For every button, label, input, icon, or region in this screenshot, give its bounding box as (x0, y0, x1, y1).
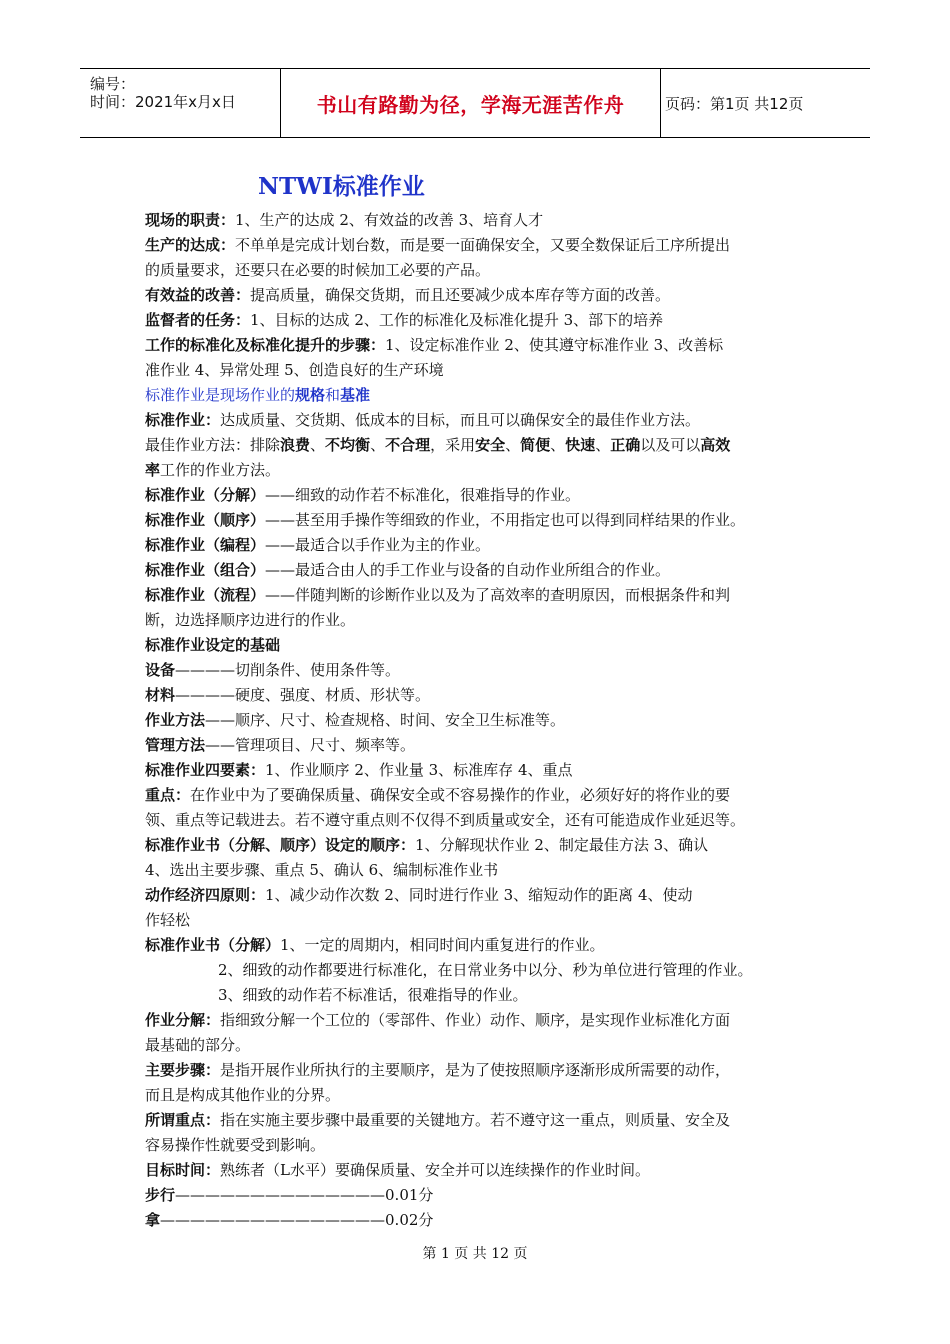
text-span: 4、选出主要步骤、重点 5、确认 6、编制标准作业书 (145, 861, 499, 879)
text-line (145, 1133, 815, 1158)
header-meta-cell (80, 69, 281, 137)
bold-term: 作业分解： (145, 1011, 221, 1029)
text-span: 达成质量、交货期、低成本的目标，而且可以确保安全的最佳作业方法。 (220, 411, 701, 429)
bold-term: 动作经济四原则： (145, 886, 266, 904)
text-line (145, 783, 815, 808)
text-line (145, 1058, 815, 1083)
bold-term: 标准作业： (145, 411, 221, 429)
text-line (145, 908, 815, 933)
text-span: 最佳作业方法：排除 (145, 436, 281, 454)
bold-term: 规格 (295, 386, 326, 404)
text-span: 容易操作性就要受到影响。 (145, 1136, 326, 1154)
text-span: 熟练者（L水平）要确保质量、安全并可以连续操作的作业时间。 (220, 1161, 650, 1179)
bold-term: 材料 (145, 686, 176, 704)
text-line (145, 583, 815, 608)
text-span: 1、一定的周期内，相同时间内重复进行的作业。 (280, 936, 605, 954)
bold-term: 率 (145, 461, 161, 479)
text-line (145, 1208, 815, 1233)
bold-term: 标准作业书（分解、顺序）设定的顺序： (145, 836, 416, 854)
text-line (145, 808, 815, 833)
text-line (145, 383, 815, 408)
text-line (145, 1108, 815, 1133)
text-span: ——顺序、尺寸、检查规格、时间、安全卫生标准等。 (205, 711, 566, 729)
text-span: ————切削条件、使用条件等。 (175, 661, 401, 679)
text-span: 1、目标的达成 2、工作的标准化及标准化提升 3、部下的培养 (250, 311, 664, 329)
text-span: 标准作业是现场作业的 (145, 386, 296, 404)
bold-term: 管理方法 (145, 736, 206, 754)
text-line (145, 683, 815, 708)
text-span: 的质量要求，还要只在必要的时候加工必要的产品。 (145, 261, 491, 279)
text-span: 领、重点等记载进去。若不遵守重点则不仅得不到质量或安全，还有可能造成作业延迟等。 (145, 811, 746, 829)
page-header (80, 68, 870, 138)
bold-term: 简便 (520, 436, 551, 454)
text-span: ———————————————0.02分 (160, 1211, 434, 1229)
text-span: 和 (325, 386, 341, 404)
bold-term: 快速 (565, 436, 596, 454)
bold-term: 正确 (610, 436, 641, 454)
text-line (145, 1158, 815, 1183)
text-line (145, 233, 815, 258)
text-span: 、 (595, 436, 611, 454)
bold-term: 所谓重点： (145, 1111, 221, 1129)
text-line (145, 608, 815, 633)
text-line (145, 1033, 815, 1058)
text-span: 准作业 4、异常处理 5、创造良好的生产环境 (145, 361, 444, 379)
page-footer: 第 1 页 共 12 页 (422, 1246, 528, 1262)
bold-term: 设备 (145, 661, 176, 679)
bold-term: 标准作业四要素： (145, 761, 266, 779)
text-span: 1、减少动作次数 2、同时进行作业 3、缩短动作的距离 4、使动 (265, 886, 693, 904)
text-line (145, 533, 815, 558)
bold-term: 有效益的改善： (145, 286, 251, 304)
bold-term: 标准作业（组合） (145, 561, 266, 579)
text-span: 、 (550, 436, 566, 454)
document-title: NTWI标准作业 (258, 173, 425, 200)
bold-term: 步行 (145, 1186, 176, 1204)
text-line (145, 1008, 815, 1033)
bold-term: 标准作业书（分解） (145, 936, 281, 954)
text-span: 指细致分解一个工位的（零部件、作业）动作、顺序，是实现作业标准化方面 (220, 1011, 731, 1029)
bold-term: 目标时间： (145, 1161, 221, 1179)
text-span: 断，边选择顺序边进行的作业。 (145, 611, 356, 629)
text-span: 提高质量，确保交货期，而且还要减少成本库存等方面的改善。 (250, 286, 671, 304)
document-number-label: 编号： (90, 75, 136, 93)
text-span: 1、设定标准作业 2、使其遵守标准作业 3、改善标 (385, 336, 724, 354)
bold-term: 标准作业（编程） (145, 536, 266, 554)
text-span: 是指开展作业所执行的主要顺序，是为了使按照顺序逐渐形成所需要的动作， (220, 1061, 731, 1079)
bold-term: 主要步骤： (145, 1061, 221, 1079)
bold-term: 不均衡 (325, 436, 371, 454)
text-span: 而且是构成其他作业的分界。 (145, 1086, 341, 1104)
text-span: 在作业中为了要确保质量、确保安全或不容易操作的作业，必须好好的将作业的要 (190, 786, 731, 804)
bold-term: 重点： (145, 786, 191, 804)
bold-term: 不合理 (385, 436, 431, 454)
text-span: 以及可以 (640, 436, 701, 454)
text-span: 工作的作业方法。 (160, 461, 281, 479)
bold-term: 作业方法 (145, 711, 206, 729)
text-line (145, 733, 815, 758)
bold-term: 监督者的任务： (145, 311, 251, 329)
bold-term: 标准作业（流程） (145, 586, 266, 604)
text-line (145, 333, 815, 358)
text-line (145, 1183, 815, 1208)
text-span: ——最适合由人的手工作业与设备的自动作业所组合的作业。 (265, 561, 671, 579)
bold-term: 生产的达成： (145, 236, 236, 254)
text-line (145, 858, 815, 883)
bold-term: 基准 (340, 386, 371, 404)
text-span: 1、分解现状作业 2、制定最佳方法 3、确认 (415, 836, 709, 854)
text-span: 3、细致的动作若不标准话，很难指导的作业。 (218, 986, 528, 1004)
text-span: 、 (370, 436, 386, 454)
header-page-cell (661, 69, 870, 137)
text-span: 不单单是完成计划台数，而是要一面确保安全，又要全数保证后工序所提出 (235, 236, 731, 254)
text-line (145, 408, 815, 433)
text-line (145, 958, 815, 983)
text-line (145, 458, 815, 483)
text-span: ——甚至用手操作等细致的作业，不用指定也可以得到同样结果的作业。 (265, 511, 746, 529)
text-line (145, 308, 815, 333)
text-line (145, 208, 815, 233)
text-span: ————硬度、强度、材质、形状等。 (175, 686, 431, 704)
text-span: 指在实施主要步骤中最重要的关键地方。若不遵守这一重点，则质量、安全及 (220, 1111, 731, 1129)
text-span: ——细致的动作若不标准化，很难指导的作业。 (265, 486, 581, 504)
text-span: ——最适合以手作业为主的作业。 (265, 536, 491, 554)
bold-term: 标准作业设定的基础 (145, 636, 281, 654)
text-line (145, 933, 815, 958)
bold-term: 拿 (145, 1211, 161, 1229)
bold-term: 现场的职责： (145, 211, 236, 229)
text-line (145, 258, 815, 283)
text-line (145, 508, 815, 533)
text-span: ，采用 (430, 436, 476, 454)
text-line (145, 558, 815, 583)
bold-term: 标准作业（顺序） (145, 511, 266, 529)
text-line (145, 833, 815, 858)
text-line (145, 708, 815, 733)
text-line (145, 433, 815, 458)
text-line (145, 283, 815, 308)
text-line (145, 483, 815, 508)
text-span: 1、生产的达成 2、有效益的改善 3、培育人才 (235, 211, 544, 229)
bold-term: 工作的标准化及标准化提升的步骤： (145, 336, 386, 354)
text-line (145, 358, 815, 383)
bold-term: 高效 (700, 436, 731, 454)
text-span: ——————————————0.01分 (175, 1186, 434, 1204)
text-span: 作轻松 (145, 911, 191, 929)
text-span: 、 (505, 436, 521, 454)
motto-text: 书山有路勤为径，学海无涯苦作舟 (316, 92, 625, 117)
bold-term: 浪费 (280, 436, 311, 454)
text-span: 最基础的部分。 (145, 1036, 251, 1054)
text-line (145, 658, 815, 683)
header-motto-cell (281, 69, 661, 137)
text-span: ——管理项目、尺寸、频率等。 (205, 736, 416, 754)
document-date-label: 时间：2021年x月x日 (90, 93, 236, 111)
document-body (145, 208, 815, 1233)
text-span: 1、作业顺序 2、作业量 3、标准库存 4、重点 (265, 761, 573, 779)
text-line (145, 983, 815, 1008)
text-line (145, 883, 815, 908)
bold-term: 标准作业（分解） (145, 486, 266, 504)
text-line (145, 758, 815, 783)
page-info-text: 页码：第1页 共12页 (665, 94, 804, 113)
bold-term: 安全 (475, 436, 506, 454)
text-line (145, 1083, 815, 1108)
text-line (145, 633, 815, 658)
text-span: ——伴随判断的诊断作业以及为了高效率的查明原因，而根据条件和判 (265, 586, 731, 604)
text-span: 、 (310, 436, 326, 454)
text-span: 2、细致的动作都要进行标准化，在日常业务中以分、秒为单位进行管理的作业。 (218, 961, 753, 979)
